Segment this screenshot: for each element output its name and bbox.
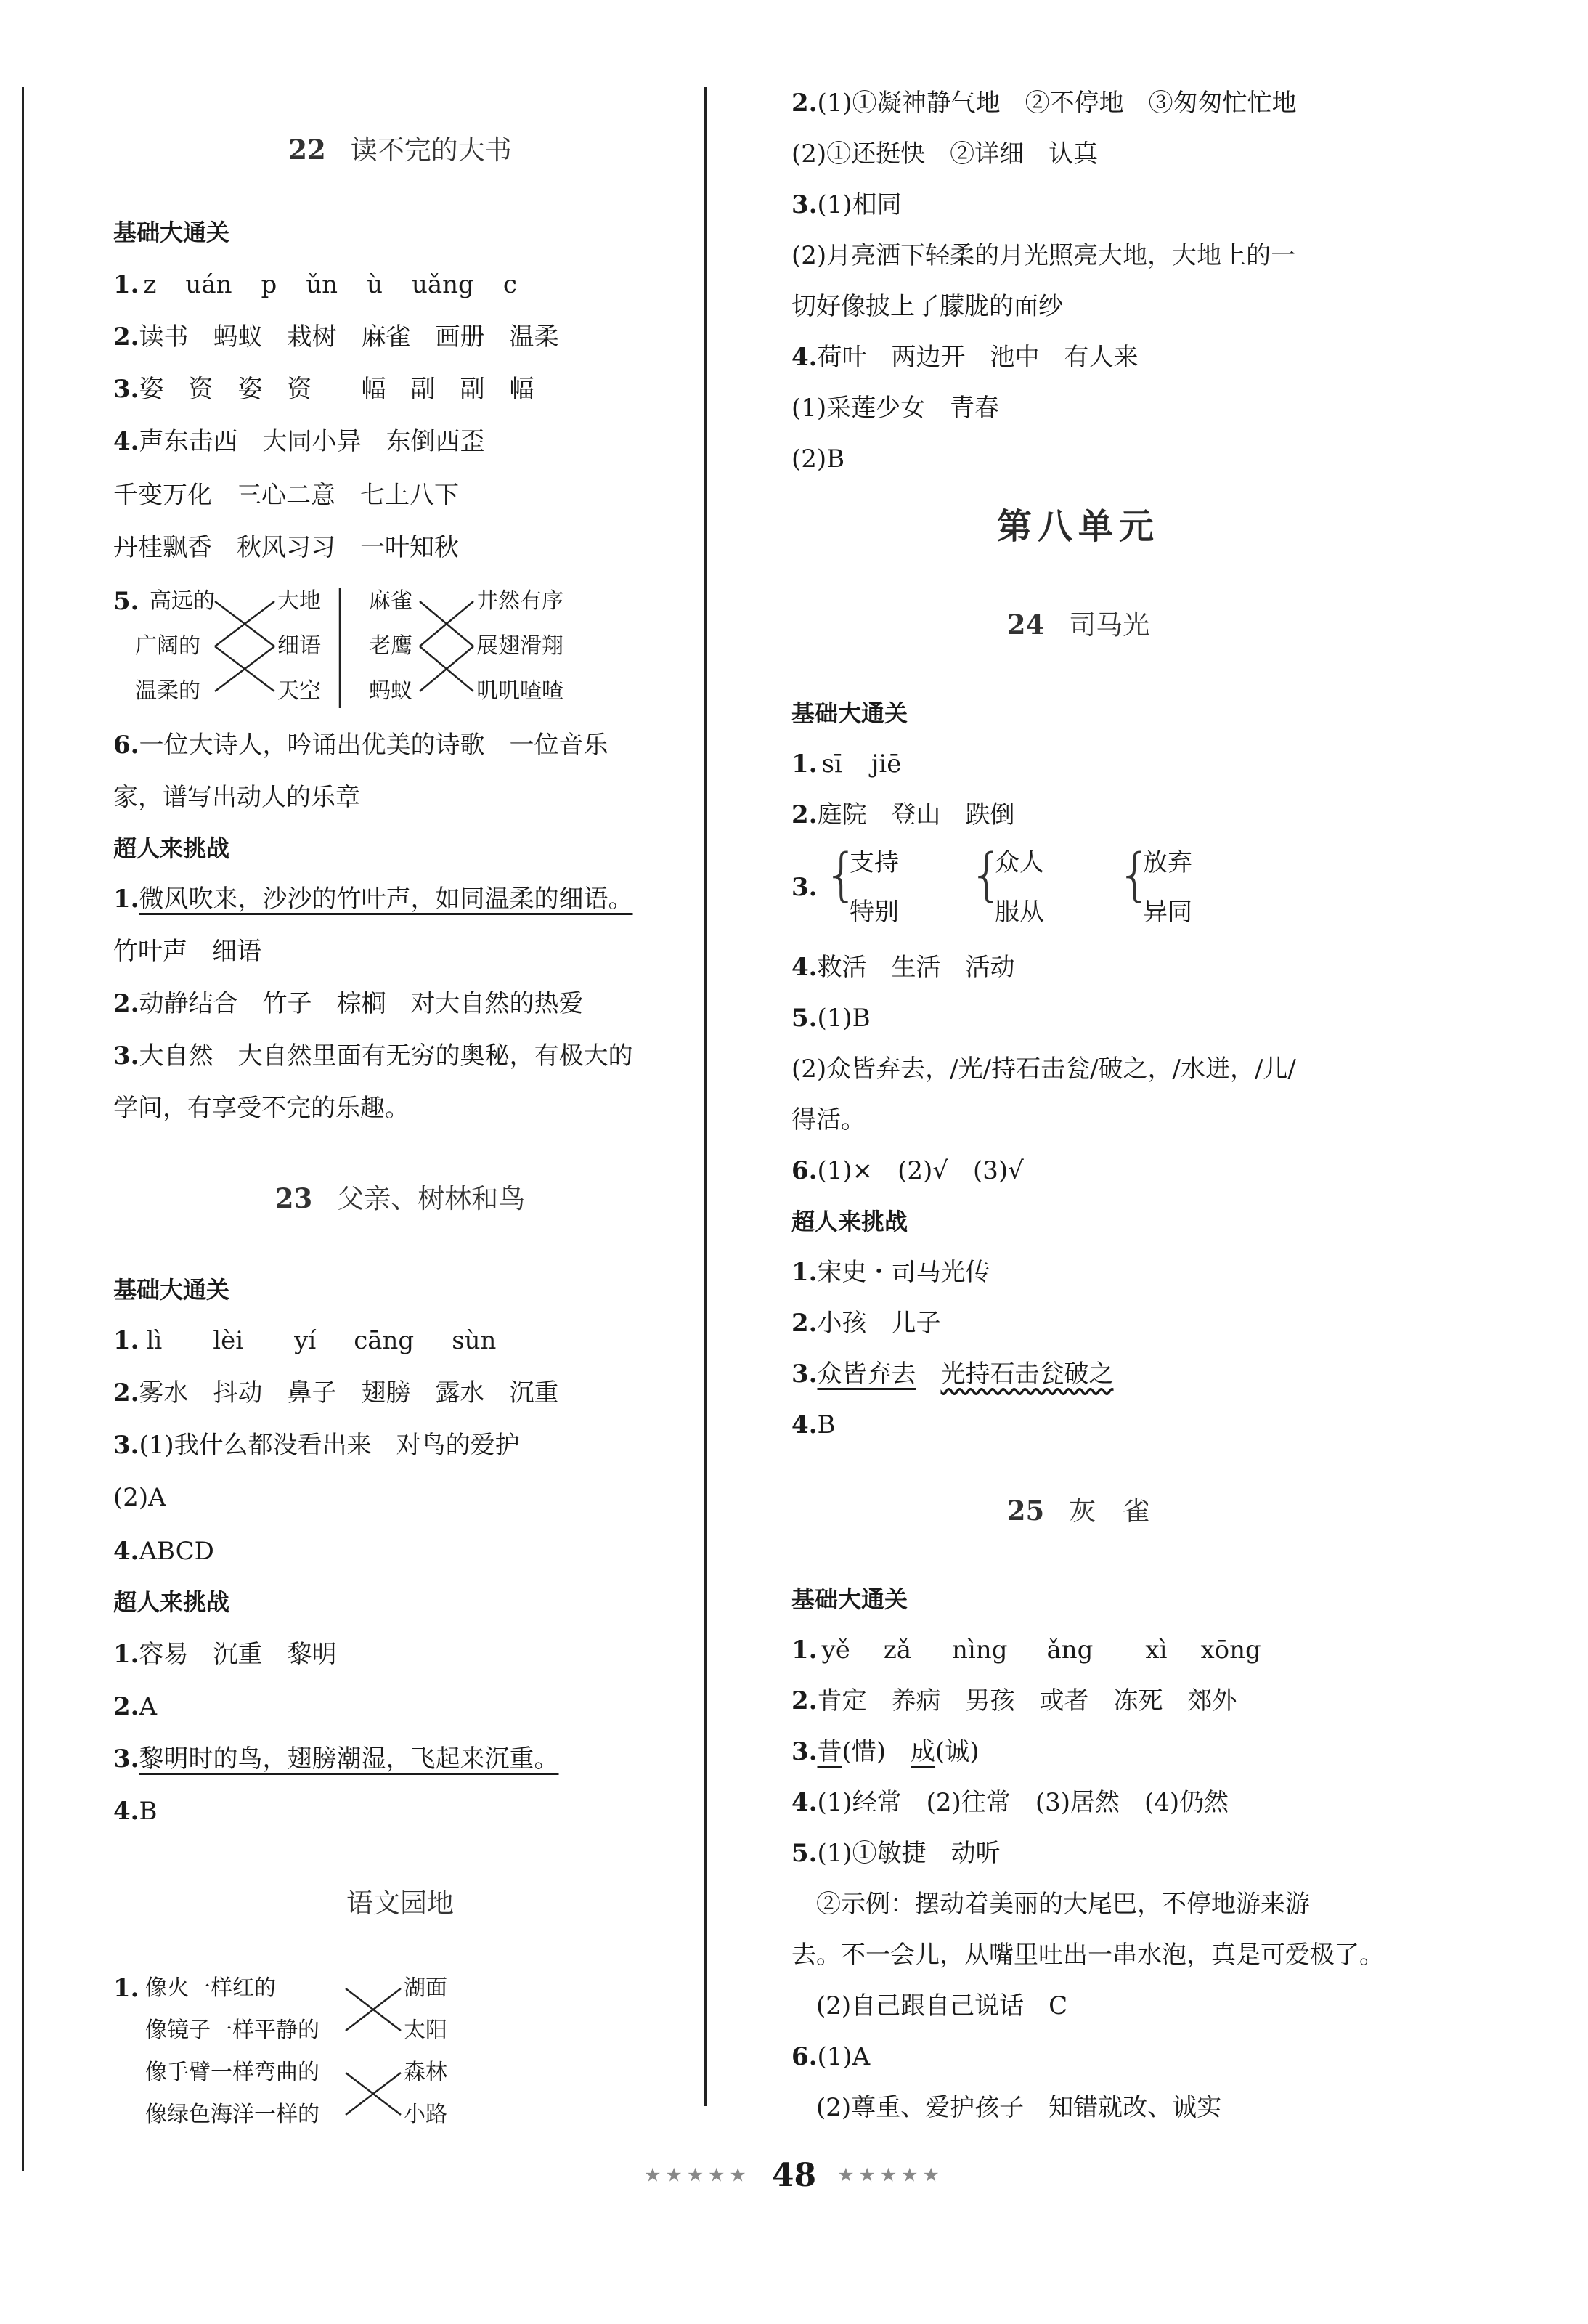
answer-line: 3.(1)相同 <box>791 190 902 219</box>
synonym-antonym-group: 3. { { { 支持 特别 众人 服从 放弃 异同 <box>791 842 1192 927</box>
answer-line: 2.雾水 抖动 鼻子 翅膀 露水 沉重 <box>113 1378 559 1407</box>
answer-line: (2)B <box>791 444 845 474</box>
answer-line: 6.一位大诗人，吟诵出优美的诗歌 一位音乐 <box>113 731 608 760</box>
matching-exercise: 1. 像火一样红的 像镜子一样平静的 像手臂一样弯曲的 像绿色海洋一样的 湖面 太阳 森林 小路 <box>113 1968 680 2142</box>
answer-line: 4.(1)经常 (2)往常 (3)居然 (4)仍然 <box>791 1788 1229 1817</box>
answer-line: 得活。 <box>791 1105 866 1134</box>
answer-line: 学问，有享受不完的乐趣。 <box>113 1094 410 1123</box>
matching-exercise: 5. 高远的 广阔的 温柔的 大地 细语 天空 麻雀 老鹰 蚂蚁 井然有序 展翅滑翔 叽叽喳喳 <box>113 581 680 683</box>
answer-line: 2.A <box>113 1692 158 1721</box>
answer-line: 2.(1)①凝神静气地 ②不停地 ③匆匆忙忙地 <box>791 89 1297 118</box>
yuwen-yuandi-title: 语文园地 <box>346 1888 454 1919</box>
brace-icon: { <box>1117 842 1153 908</box>
answer-line: 3.昔(惜) 成(诚) <box>791 1737 980 1766</box>
challenge-heading: 超人来挑战 <box>113 1588 230 1616</box>
answer-line: 2.小孩 儿子 <box>791 1309 941 1338</box>
answer-line: 去。不一会儿，从嘴里吐出一串水泡，真是可爱极了。 <box>791 1941 1384 1970</box>
star-decoration-icon: ★★★★★ <box>837 2164 944 2187</box>
answer-line: 2.动静结合 竹子 棕榈 对大自然的热爱 <box>113 989 584 1018</box>
answer-line: 6.(1)A <box>791 2042 871 2071</box>
basic-heading: 基础大通关 <box>791 699 908 727</box>
answer-line: 1.微风吹来，沙沙的竹叶声，如同温柔的细语。 <box>113 885 633 914</box>
answer-line: 丹桂飘香 秋风习习 一叶知秋 <box>113 533 459 562</box>
answer-line: 1.宋史・司马光传 <box>791 1258 990 1287</box>
column-divider <box>704 87 707 2106</box>
answer-line: ②示例：摆动着美丽的大尾巴，不停地游来游 <box>816 1890 1310 1919</box>
brace-icon: { <box>823 842 860 908</box>
answer-line: (2)自己跟自己说话 C <box>816 1991 1068 2020</box>
star-decoration-icon: ★★★★★ <box>644 2164 751 2187</box>
brace-icon: { <box>969 842 1005 908</box>
answer-line: (2)①还挺快 ②详细 认真 <box>791 139 1099 168</box>
answer-line: 3.黎明时的鸟，翅膀潮湿，飞起来沉重。 <box>113 1744 559 1774</box>
answer-line: 4.救活 生活 活动 <box>791 953 1015 982</box>
answer-line: 竹叶声 细语 <box>113 937 261 966</box>
challenge-heading: 超人来挑战 <box>791 1208 908 1235</box>
answer-line: 1.容易 沉重 黎明 <box>113 1640 337 1669</box>
answer-line: 3.(1)我什么都没看出来 对鸟的爱护 <box>113 1431 520 1460</box>
answer-line: 4.B <box>113 1797 158 1826</box>
page-number: 48 <box>771 2157 817 2194</box>
matching-lines <box>113 1968 680 2142</box>
unit-8-title: 第八单元 <box>996 506 1160 547</box>
answer-line: 家，谱写出动人的乐章 <box>113 783 360 812</box>
answer-line: 千变万化 三心二意 七上八下 <box>113 481 459 510</box>
section-25-title: 25 灰 雀 <box>1006 1495 1150 1527</box>
answer-line: 1. yě zǎ nìng ǎng xì xōng <box>791 1636 1261 1665</box>
section-22-title: 22 读不完的大书 <box>288 134 512 166</box>
answer-line: (1)采莲少女 青春 <box>791 394 1000 423</box>
left-margin-line <box>22 87 24 2171</box>
section-23-title: 23 父亲、树林和鸟 <box>274 1182 526 1214</box>
answer-line: 4.荷叶 两边开 池中 有人来 <box>791 343 1139 372</box>
answer-line: 2.肯定 养病 男孩 或者 冻死 郊外 <box>791 1686 1237 1715</box>
answer-line: 4.声东击西 大同小异 东倒西歪 <box>113 427 485 456</box>
basic-heading: 基础大通关 <box>113 1276 230 1304</box>
basic-heading: 基础大通关 <box>791 1585 908 1613</box>
answer-line: (2)A <box>113 1483 166 1512</box>
answer-line: 2.庭院 登山 跌倒 <box>791 800 1015 829</box>
answer-line: 1. lì lèi yí cāng sùn <box>113 1326 497 1355</box>
answer-line: (2)众皆弃去，/光/持石击瓮/破之，/水迸，/儿/ <box>791 1055 1296 1084</box>
page-footer <box>0 2157 1588 2194</box>
matching-lines <box>113 581 680 719</box>
answer-line: 3.大自然 大自然里面有无穷的奥秘，有极大的 <box>113 1041 633 1070</box>
answer-line: 3.姿 资 姿 资 幅 副 副 幅 <box>113 375 534 404</box>
answer-line: 1. sī jiē <box>791 749 902 779</box>
answer-line: 切好像披上了朦胧的面纱 <box>791 292 1063 321</box>
answer-line: 6.(1)× (2)√ (3)√ <box>791 1156 1024 1185</box>
answer-line: 2.读书 蚂蚁 栽树 麻雀 画册 温柔 <box>113 322 559 352</box>
answer-line: 4.ABCD <box>113 1537 214 1566</box>
answer-line: 5.(1)①敏捷 动听 <box>791 1839 1001 1868</box>
answer-line: 4.B <box>791 1410 836 1439</box>
answer-line: 1. z uán p ǔn ù uǎng c <box>113 270 517 299</box>
section-24-title: 24 司马光 <box>1006 609 1150 641</box>
challenge-heading: 超人来挑战 <box>113 834 230 862</box>
basic-heading: 基础大通关 <box>113 219 230 246</box>
answer-line: 3.众皆弃去 光持石击瓮破之 <box>791 1360 1114 1389</box>
answer-line: (2)尊重、爱护孩子 知错就改、诚实 <box>816 2093 1222 2122</box>
answer-line: 5.(1)B <box>791 1004 871 1033</box>
answer-line: (2)月亮洒下轻柔的月光照亮大地，大地上的一 <box>791 241 1296 270</box>
